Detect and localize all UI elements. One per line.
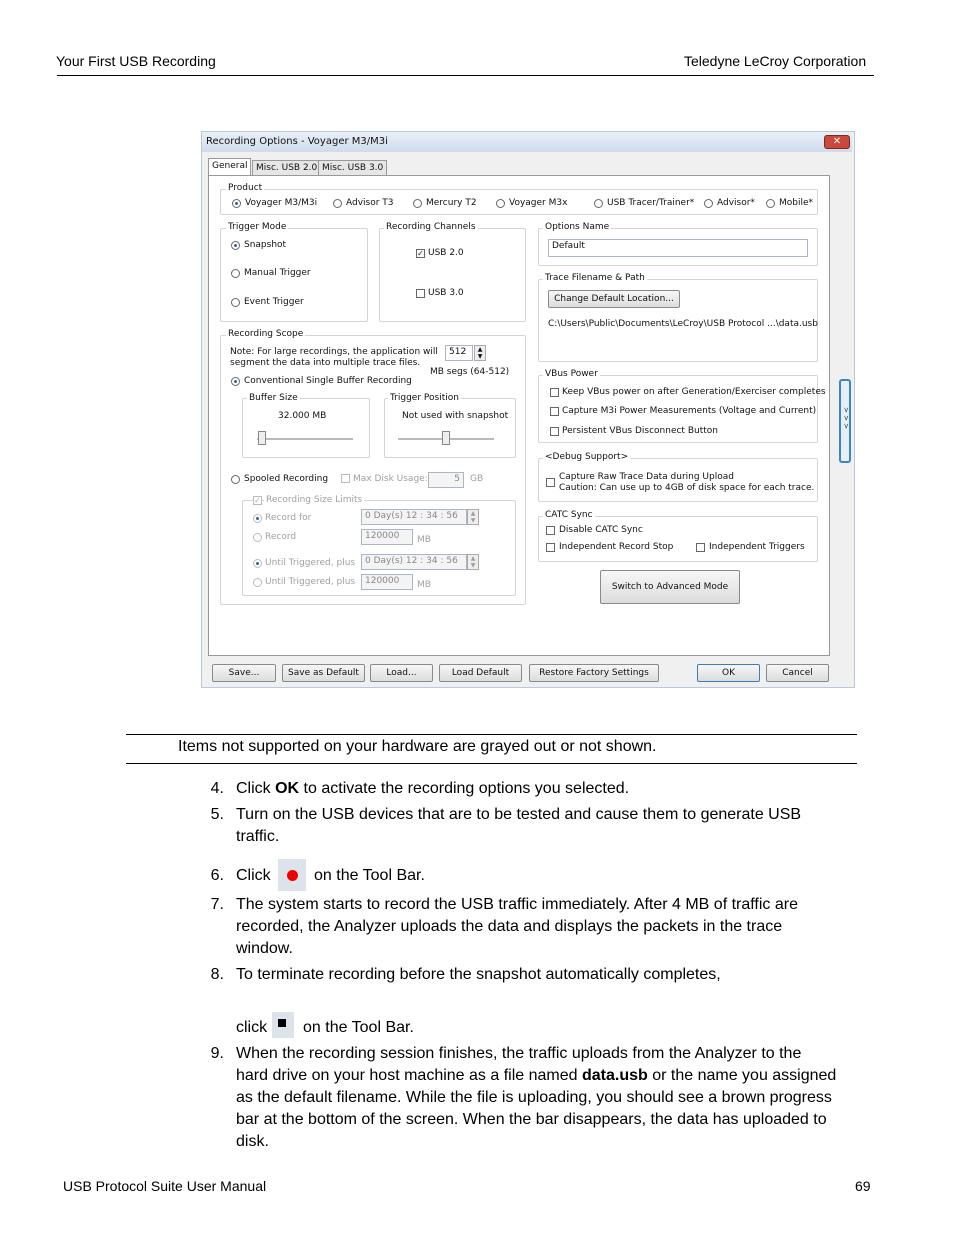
recording-channels-group bbox=[379, 228, 526, 322]
expand-side-button[interactable] bbox=[839, 379, 851, 463]
load-default-button[interactable]: Load Default bbox=[439, 664, 522, 682]
independent-triggers-checkbox[interactable] bbox=[696, 543, 705, 552]
recording-channels-label: Recording Channels bbox=[386, 222, 476, 232]
record-toolbar-button bbox=[278, 859, 306, 891]
product-radio-advisor-t3[interactable] bbox=[333, 199, 342, 208]
record-for-radio[interactable] bbox=[253, 514, 262, 523]
restore-defaults-button[interactable]: Restore Factory Settings bbox=[529, 664, 659, 682]
dialog-title: Recording Options - Voyager M3/M3i bbox=[206, 136, 388, 147]
step-number: 6. bbox=[210, 867, 224, 884]
stop-icon bbox=[278, 1019, 286, 1027]
product-radio-usb-tracer[interactable] bbox=[594, 199, 603, 208]
record-for-spinner[interactable]: ▲ ▼ bbox=[467, 509, 479, 525]
vbus-option: Keep VBus power on after Generation/Exerciser completes bbox=[562, 387, 826, 397]
product-option: Mobile* bbox=[779, 198, 814, 208]
product-radio-mobile[interactable] bbox=[766, 199, 775, 208]
until-triggered-size-input[interactable]: 120000 bbox=[361, 574, 413, 590]
until-triggered-time-spinner[interactable]: ▲ ▼ bbox=[467, 554, 479, 570]
options-name-label: Options Name bbox=[545, 222, 610, 232]
capture-raw-checkbox[interactable] bbox=[546, 478, 555, 487]
note-rule-bottom bbox=[126, 763, 857, 764]
record-input[interactable]: 120000 bbox=[361, 529, 413, 545]
recording-options-dialog bbox=[201, 131, 855, 688]
step-4-post: to activate the recording options you selected. bbox=[299, 780, 630, 797]
scope-note: segment the data into multiple trace files. bbox=[230, 358, 421, 368]
ok-button[interactable]: OK bbox=[697, 664, 760, 682]
max-disk-label: Max Disk Usage: bbox=[353, 474, 428, 484]
until-triggered-size-label: Until Triggered, plus bbox=[265, 577, 356, 587]
spooled-label: Spooled Recording bbox=[244, 474, 329, 484]
product-option: Voyager M3/M3i bbox=[245, 198, 318, 208]
step-7-line: The system starts to record the USB traffic immediately. After 4 MB of traffic are bbox=[236, 896, 798, 913]
record-for-label: Record for bbox=[265, 513, 312, 523]
load-button[interactable]: Load... bbox=[370, 664, 433, 682]
product-option: Voyager M3x bbox=[509, 198, 568, 208]
size-limits-checkbox[interactable]: ✓ bbox=[254, 496, 261, 505]
tab-misc-usb3[interactable]: Misc. USB 3.0 bbox=[318, 160, 387, 177]
step-number: 5. bbox=[210, 806, 224, 823]
recording-scope-label: Recording Scope bbox=[228, 329, 304, 339]
trigger-radio-snapshot[interactable] bbox=[231, 241, 240, 250]
product-option: USB Tracer/Trainer* bbox=[607, 198, 695, 208]
tab-misc-usb2[interactable]: Misc. USB 2.0 bbox=[252, 160, 321, 177]
buffer-size-value: 32.000 MB bbox=[278, 411, 327, 421]
until-triggered-size-radio[interactable] bbox=[253, 578, 262, 587]
step-9-line: disk. bbox=[236, 1133, 269, 1150]
trigger-position-value: Not used with snapshot bbox=[402, 411, 509, 421]
buffer-size-slider[interactable] bbox=[258, 431, 266, 445]
step-5-line: Turn on the USB devices that are to be tested and cause them to generate USB bbox=[236, 806, 802, 823]
save-default-button[interactable]: Save as Default bbox=[282, 664, 365, 682]
step-9-line2-post: or the name you assigned bbox=[647, 1067, 837, 1084]
tab-general[interactable]: General bbox=[208, 158, 251, 177]
step-7-line: recorded, the Analyzer uploads the data and displays the packets in the trace bbox=[236, 918, 783, 935]
record-unit: MB bbox=[417, 535, 431, 545]
step-5-line: traffic. bbox=[236, 828, 280, 845]
step-8-line: To terminate recording before the snapshot automatically completes, bbox=[236, 966, 721, 983]
record-radio[interactable] bbox=[253, 533, 262, 542]
conventional-radio[interactable] bbox=[231, 377, 240, 386]
step-8-pre: click bbox=[236, 1019, 268, 1036]
scope-note: Note: For large recordings, the application will bbox=[230, 347, 438, 357]
disable-catc-checkbox[interactable] bbox=[546, 526, 555, 535]
step-9-line2-pre: hard drive on your host machine as a file named bbox=[236, 1067, 582, 1084]
header-right: Teledyne LeCroy Corporation bbox=[684, 53, 867, 69]
step-9-filename: data.usb bbox=[581, 1067, 648, 1084]
product-label: Product bbox=[228, 183, 263, 193]
buffer-size-track bbox=[257, 438, 353, 440]
trigger-position-slider[interactable] bbox=[442, 431, 450, 445]
expand-side-label: > > > bbox=[842, 407, 850, 430]
vbus-option: Persistent VBus Disconnect Button bbox=[562, 426, 718, 436]
cancel-button[interactable]: Cancel bbox=[766, 664, 829, 682]
conventional-label: Conventional Single Buffer Recording bbox=[244, 376, 412, 386]
trigger-option: Event Trigger bbox=[244, 297, 304, 307]
step-6-post: on the Tool Bar. bbox=[314, 867, 425, 884]
page-number: 69 bbox=[855, 1178, 871, 1194]
header-left: Your First USB Recording bbox=[56, 53, 216, 69]
product-radio-advisor[interactable] bbox=[704, 199, 713, 208]
usb2-checkbox[interactable]: ✓ bbox=[417, 249, 424, 258]
trigger-mode-label: Trigger Mode bbox=[228, 222, 287, 232]
trigger-radio-event[interactable] bbox=[231, 298, 240, 307]
until-triggered-time-label: Until Triggered, plus bbox=[265, 558, 356, 568]
capture-raw-caution: Caution: Can use up to 4GB of disk space for each trace. bbox=[559, 483, 815, 493]
size-limits-label: Recording Size Limits bbox=[266, 495, 363, 505]
debug-label: <Debug Support> bbox=[545, 452, 629, 462]
trigger-position-label: Trigger Position bbox=[390, 393, 459, 403]
usb3-label: USB 3.0 bbox=[428, 288, 464, 298]
product-option: Advisor* bbox=[717, 198, 755, 208]
close-button[interactable]: ✕ bbox=[824, 135, 850, 149]
independent-stop-label: Independent Record Stop bbox=[559, 542, 674, 552]
disable-catc-label: Disable CATC Sync bbox=[559, 525, 643, 535]
record-icon bbox=[287, 870, 298, 881]
product-radio-mercury-t2[interactable] bbox=[413, 199, 422, 208]
vbus-keep-checkbox[interactable] bbox=[550, 388, 559, 397]
until-triggered-time-radio[interactable] bbox=[253, 559, 262, 568]
record-label: Record bbox=[265, 532, 297, 542]
product-option: Advisor T3 bbox=[346, 198, 394, 208]
vbus-persistent-checkbox[interactable] bbox=[550, 427, 559, 436]
buffer-size-label: Buffer Size bbox=[249, 393, 298, 403]
record-for-input[interactable]: 0 Day(s) 12 : 34 : 56 bbox=[361, 509, 467, 525]
step-number: 4. bbox=[210, 780, 224, 797]
step-9-line: bar at the bottom of the screen. When the bar disappears, the data has uploaded to bbox=[236, 1111, 827, 1128]
max-disk-checkbox[interactable] bbox=[341, 474, 350, 483]
max-disk-unit: GB bbox=[470, 474, 484, 484]
product-option: Mercury T2 bbox=[426, 198, 477, 208]
segs-label: MB segs (64-512) bbox=[430, 367, 510, 377]
independent-stop-checkbox[interactable] bbox=[546, 543, 555, 552]
step-number: 9. bbox=[210, 1045, 224, 1062]
buffer-size-group bbox=[242, 398, 370, 458]
independent-triggers-label: Independent Triggers bbox=[709, 542, 805, 552]
segs-spinner[interactable]: ▲ ▼ bbox=[474, 345, 486, 361]
advanced-mode-button[interactable]: Switch to Advanced Mode bbox=[600, 570, 740, 604]
usb3-checkbox[interactable] bbox=[416, 289, 425, 298]
step-8-post: on the Tool Bar. bbox=[303, 1019, 414, 1036]
step-9-line: as the default filename. While the file is uploading, you should see a brown progress bbox=[236, 1089, 832, 1106]
step-4-text bbox=[236, 778, 629, 800]
until-triggered-time-input[interactable]: 0 Day(s) 12 : 34 : 56 bbox=[361, 554, 467, 570]
stop-toolbar-button bbox=[272, 1012, 294, 1038]
note-text: Items not supported on your hardware are grayed out or not shown. bbox=[178, 738, 657, 755]
capture-raw-label: Capture Raw Trace Data during Upload bbox=[559, 472, 734, 482]
note-rule-top bbox=[126, 734, 857, 735]
header-rule bbox=[57, 75, 874, 76]
step-4-pre: Click bbox=[236, 780, 276, 797]
step-9-line: When the recording session finishes, the traffic uploads from the Analyzer to the bbox=[236, 1045, 802, 1062]
step-9-line2 bbox=[236, 1065, 836, 1087]
vbus-capture-checkbox[interactable] bbox=[550, 407, 559, 416]
segs-input[interactable]: 512 bbox=[445, 345, 473, 361]
trigger-option: Manual Trigger bbox=[244, 268, 311, 278]
trigger-radio-manual[interactable] bbox=[231, 269, 240, 278]
max-disk-input[interactable]: 5 bbox=[428, 472, 464, 488]
vbus-label: VBus Power bbox=[545, 369, 598, 379]
step-number: 7. bbox=[210, 896, 224, 913]
trigger-option: Snapshot bbox=[244, 240, 287, 250]
product-radio-voyager-m3[interactable] bbox=[232, 199, 241, 208]
footer-left: USB Protocol Suite User Manual bbox=[63, 1178, 267, 1194]
product-radio-voyager-m3x[interactable] bbox=[496, 199, 505, 208]
step-6-pre: Click bbox=[236, 867, 271, 884]
dialog-titlebar bbox=[202, 132, 852, 152]
usb2-label: USB 2.0 bbox=[428, 248, 464, 258]
trace-path-label: Trace Filename & Path bbox=[545, 273, 645, 283]
step-7-line: window. bbox=[236, 940, 293, 957]
until-triggered-size-unit: MB bbox=[417, 580, 431, 590]
spooled-radio[interactable] bbox=[231, 475, 240, 484]
options-name-input[interactable]: Default bbox=[548, 239, 808, 257]
vbus-option: Capture M3i Power Measurements (Voltage and Current) bbox=[562, 406, 817, 416]
trace-path-value: C:\Users\Public\Documents\LeCroy\USB Protocol ...\data.usb bbox=[548, 319, 818, 329]
trigger-position-group bbox=[384, 398, 516, 458]
catc-label: CATC Sync bbox=[545, 510, 593, 520]
change-location-button[interactable]: Change Default Location... bbox=[548, 290, 680, 308]
step-4-ok: OK bbox=[275, 780, 300, 797]
catc-group bbox=[538, 516, 818, 562]
step-number: 8. bbox=[210, 966, 224, 983]
save-button[interactable]: Save... bbox=[212, 664, 276, 682]
